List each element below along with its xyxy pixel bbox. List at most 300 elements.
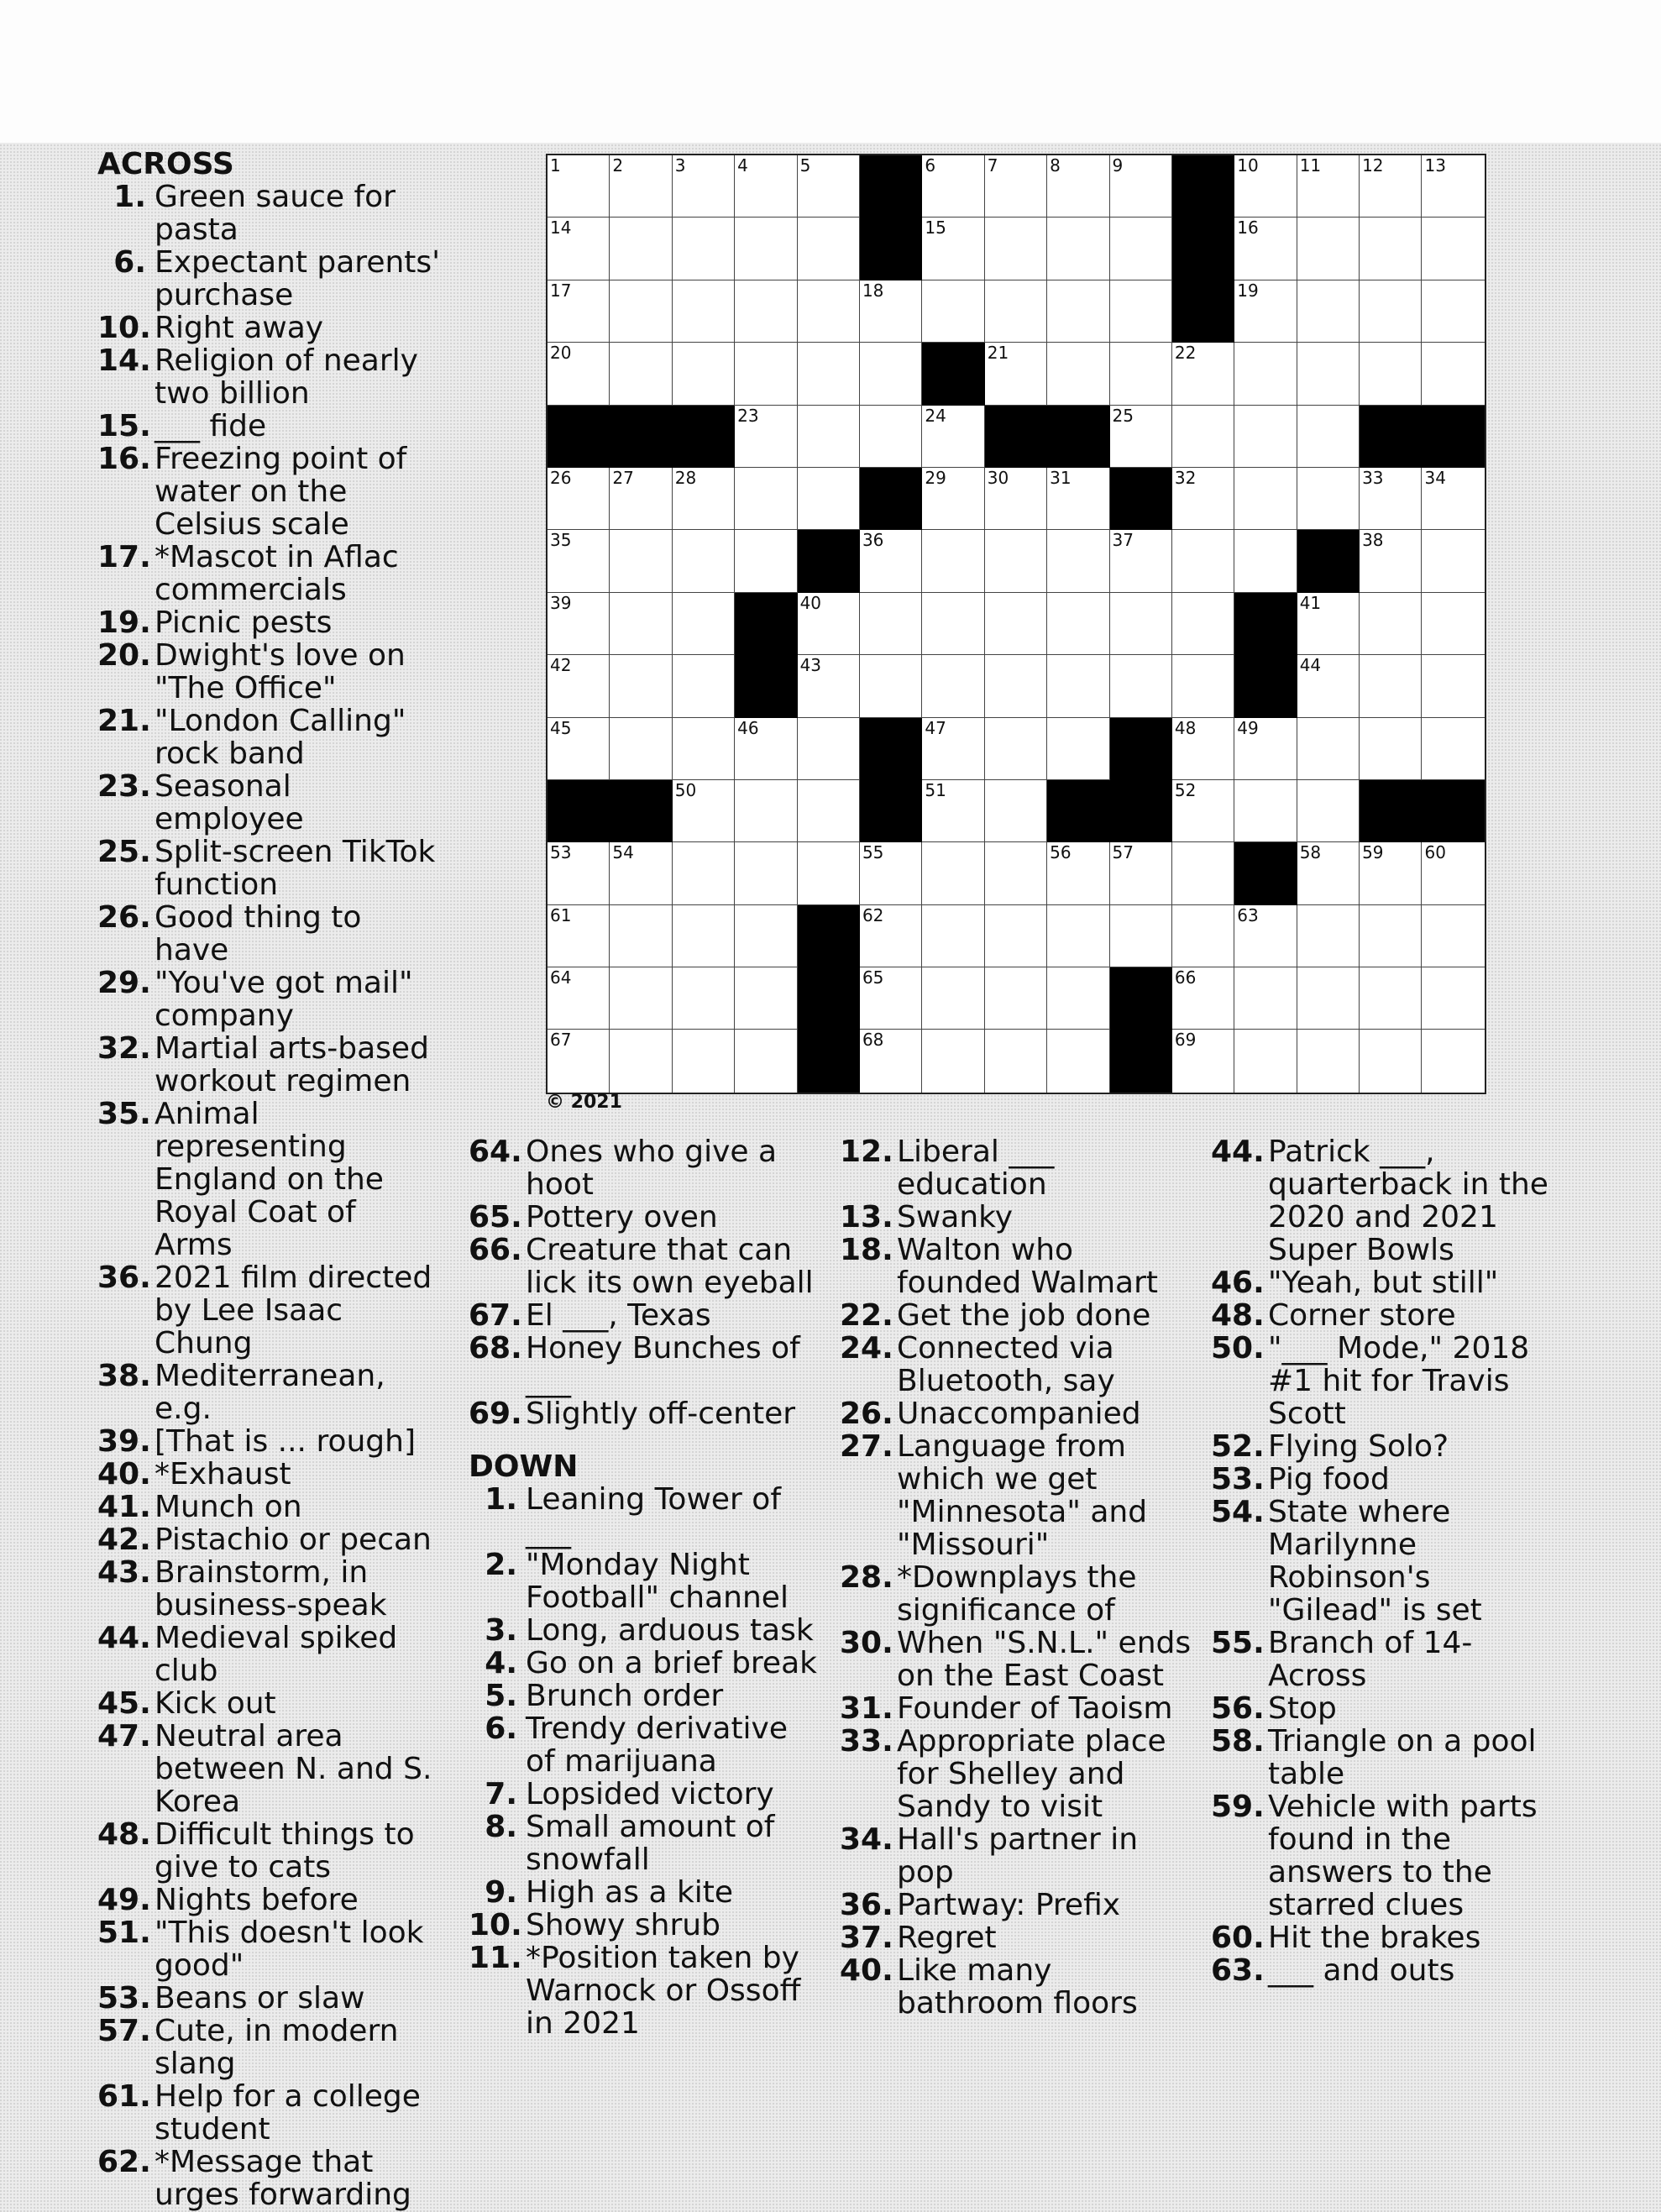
grid-cell[interactable] bbox=[735, 218, 797, 280]
cell-number: 66 bbox=[1174, 967, 1197, 988]
cell-number: 33 bbox=[1362, 467, 1384, 488]
across-clue bbox=[97, 1818, 442, 1884]
clue-number: 50. bbox=[1211, 1331, 1265, 1365]
grid-cell[interactable] bbox=[735, 155, 797, 218]
clue-number: 32. bbox=[97, 1031, 151, 1066]
grid-cell[interactable] bbox=[1047, 343, 1109, 405]
clue-text: Founder of Taoism bbox=[897, 1691, 1173, 1726]
grid-cell[interactable] bbox=[610, 530, 672, 592]
clue-number: 13. bbox=[840, 1200, 893, 1234]
grid-cell[interactable] bbox=[548, 1030, 610, 1092]
clue-text: Ones who give a hoot bbox=[526, 1135, 778, 1202]
grid-cell[interactable] bbox=[1110, 343, 1172, 405]
grid-cell[interactable] bbox=[1360, 218, 1422, 280]
grid-cell[interactable] bbox=[1110, 655, 1172, 717]
grid-cell[interactable] bbox=[1360, 655, 1422, 717]
grid-cell[interactable] bbox=[985, 155, 1047, 218]
grid-cell[interactable] bbox=[1234, 530, 1297, 592]
grid-cell[interactable] bbox=[1360, 1030, 1422, 1092]
cell-number: 38 bbox=[1362, 530, 1384, 551]
grid-cell[interactable] bbox=[1234, 155, 1297, 218]
grid-cell[interactable] bbox=[798, 468, 860, 530]
grid-cell[interactable] bbox=[985, 780, 1047, 842]
clue-text: Partway: Prefix bbox=[897, 1888, 1121, 1922]
grid-cell[interactable] bbox=[1110, 155, 1172, 218]
grid-cell[interactable] bbox=[610, 280, 672, 343]
clue-number: 1. bbox=[113, 180, 146, 214]
clue-text: Leaning Tower of ___ bbox=[526, 1482, 781, 1549]
grid-cell[interactable] bbox=[1047, 530, 1109, 592]
grid-cell[interactable] bbox=[985, 842, 1047, 904]
grid-cell[interactable] bbox=[1360, 718, 1422, 780]
grid-cell[interactable] bbox=[1297, 905, 1360, 967]
grid-cell[interactable] bbox=[610, 842, 672, 904]
black-square bbox=[1297, 530, 1360, 592]
clue-text: Appropriate place for Shelley and Sandy to visit bbox=[897, 1724, 1166, 1824]
grid-cell[interactable] bbox=[1422, 468, 1484, 530]
grid-cell[interactable] bbox=[860, 406, 922, 468]
grid-cell[interactable] bbox=[985, 343, 1047, 405]
grid-cell[interactable] bbox=[673, 468, 735, 530]
grid-cell[interactable] bbox=[985, 718, 1047, 780]
grid-cell[interactable] bbox=[1422, 905, 1484, 967]
grid-cell[interactable] bbox=[922, 468, 984, 530]
grid-cell[interactable] bbox=[985, 967, 1047, 1030]
black-square bbox=[798, 967, 860, 1030]
clue-number: 7. bbox=[485, 1777, 517, 1811]
grid-cell[interactable] bbox=[1297, 655, 1360, 717]
grid-cell[interactable] bbox=[673, 343, 735, 405]
grid-cell[interactable] bbox=[922, 593, 984, 655]
grid-cell[interactable] bbox=[922, 967, 984, 1030]
grid-cell[interactable] bbox=[1110, 905, 1172, 967]
clue-number: 38. bbox=[97, 1359, 151, 1393]
clue-text: Walton who founded Walmart bbox=[897, 1233, 1159, 1300]
grid-cell[interactable] bbox=[860, 842, 922, 904]
grid-cell[interactable] bbox=[985, 280, 1047, 343]
down-clue bbox=[1211, 1135, 1564, 1266]
grid-cell[interactable] bbox=[1047, 967, 1109, 1030]
cell-number: 55 bbox=[862, 842, 884, 863]
grid-cell[interactable] bbox=[922, 1030, 984, 1092]
grid-cell[interactable] bbox=[735, 842, 797, 904]
cell-number: 1 bbox=[550, 155, 561, 176]
clue-text: Munch on bbox=[155, 1490, 302, 1524]
clue-number: 14. bbox=[97, 343, 151, 378]
grid-cell[interactable] bbox=[735, 343, 797, 405]
grid-cell[interactable] bbox=[1110, 406, 1172, 468]
grid-cell[interactable] bbox=[1422, 718, 1484, 780]
clue-number: 6. bbox=[485, 1711, 517, 1746]
down-clue bbox=[469, 1647, 821, 1680]
grid-cell[interactable] bbox=[1047, 1030, 1109, 1092]
clue-number: 54. bbox=[1211, 1495, 1265, 1529]
black-square bbox=[1047, 406, 1109, 468]
grid-cell[interactable] bbox=[1047, 593, 1109, 655]
grid-cell[interactable] bbox=[985, 905, 1047, 967]
cell-number: 7 bbox=[987, 155, 998, 176]
grid-cell[interactable] bbox=[1047, 718, 1109, 780]
grid-cell[interactable] bbox=[548, 593, 610, 655]
grid-cell[interactable] bbox=[985, 530, 1047, 592]
grid-cell[interactable] bbox=[1422, 593, 1484, 655]
grid-cell[interactable] bbox=[985, 218, 1047, 280]
grid-cell[interactable] bbox=[735, 280, 797, 343]
grid-cell[interactable] bbox=[1422, 280, 1484, 343]
grid-cell[interactable] bbox=[548, 967, 610, 1030]
grid-cell[interactable] bbox=[1360, 343, 1422, 405]
grid-cell[interactable] bbox=[922, 155, 984, 218]
across-clue bbox=[97, 2146, 442, 2211]
cell-number: 26 bbox=[550, 467, 572, 488]
grid-cell[interactable] bbox=[548, 842, 610, 904]
grid-cell[interactable] bbox=[1234, 905, 1297, 967]
grid-cell[interactable] bbox=[735, 530, 797, 592]
grid-cell[interactable] bbox=[922, 280, 984, 343]
grid-cell[interactable] bbox=[548, 905, 610, 967]
clue-number: 10. bbox=[469, 1908, 522, 1942]
down-clue bbox=[1211, 1692, 1564, 1725]
grid-cell[interactable] bbox=[548, 530, 610, 592]
grid-cell[interactable] bbox=[735, 967, 797, 1030]
grid-cell[interactable] bbox=[1422, 530, 1484, 592]
across-clue bbox=[97, 1491, 442, 1523]
grid-cell[interactable] bbox=[1297, 718, 1360, 780]
black-square bbox=[1234, 593, 1297, 655]
grid-cell[interactable] bbox=[1234, 780, 1297, 842]
grid-cell[interactable] bbox=[673, 718, 735, 780]
grid-cell[interactable] bbox=[1047, 218, 1109, 280]
grid-cell[interactable] bbox=[860, 593, 922, 655]
grid-cell[interactable] bbox=[1422, 655, 1484, 717]
grid-cell[interactable] bbox=[548, 655, 610, 717]
down-heading: DOWN bbox=[469, 1449, 579, 1484]
clue-text: Corner store bbox=[1268, 1298, 1456, 1333]
grid-cell[interactable] bbox=[1297, 343, 1360, 405]
grid-cell[interactable] bbox=[610, 593, 672, 655]
cell-number: 3 bbox=[674, 155, 686, 176]
grid-cell[interactable] bbox=[1234, 468, 1297, 530]
grid-cell[interactable] bbox=[1172, 468, 1234, 530]
clue-text: Honey Bunches of ___ bbox=[526, 1331, 800, 1398]
grid-cell[interactable] bbox=[798, 280, 860, 343]
grid-cell[interactable] bbox=[548, 468, 610, 530]
black-square bbox=[1360, 406, 1422, 468]
grid-cell[interactable] bbox=[548, 155, 610, 218]
grid-cell[interactable] bbox=[673, 842, 735, 904]
down-clue bbox=[469, 1811, 821, 1876]
grid-cell[interactable] bbox=[1110, 218, 1172, 280]
clue-number: 36. bbox=[97, 1261, 151, 1295]
grid-cell[interactable] bbox=[610, 468, 672, 530]
black-square bbox=[1172, 155, 1234, 218]
grid-cell[interactable] bbox=[1172, 406, 1234, 468]
grid-cell[interactable] bbox=[673, 905, 735, 967]
grid-cell[interactable] bbox=[1360, 842, 1422, 904]
clue-text: *Downplays the significance of bbox=[897, 1560, 1137, 1628]
clue-number: 28. bbox=[840, 1560, 893, 1595]
grid-cell[interactable] bbox=[1234, 718, 1297, 780]
grid-cell[interactable] bbox=[860, 280, 922, 343]
grid-cell[interactable] bbox=[610, 155, 672, 218]
grid-cell[interactable] bbox=[1422, 967, 1484, 1030]
grid-cell[interactable] bbox=[735, 406, 797, 468]
grid-cell[interactable] bbox=[610, 967, 672, 1030]
grid-cell[interactable] bbox=[1234, 406, 1297, 468]
cell-number: 16 bbox=[1237, 218, 1259, 238]
grid-cell[interactable] bbox=[798, 218, 860, 280]
clue-text: Showy shrub bbox=[526, 1908, 720, 1942]
down-clue bbox=[840, 1823, 1201, 1889]
down-clue bbox=[840, 1234, 1201, 1299]
grid-cell[interactable] bbox=[985, 655, 1047, 717]
across-clue bbox=[97, 639, 442, 705]
grid-cell[interactable] bbox=[548, 343, 610, 405]
grid-cell[interactable] bbox=[1172, 967, 1234, 1030]
across-clue bbox=[97, 2015, 442, 2080]
grid-cell[interactable] bbox=[1172, 530, 1234, 592]
grid-cell[interactable] bbox=[1172, 780, 1234, 842]
grid-cell[interactable] bbox=[922, 655, 984, 717]
grid-cell[interactable] bbox=[860, 655, 922, 717]
grid-cell[interactable] bbox=[548, 218, 610, 280]
cell-number: 39 bbox=[550, 592, 572, 613]
down-clue bbox=[840, 1921, 1201, 1954]
clue-number: 30. bbox=[840, 1626, 893, 1660]
grid-cell[interactable] bbox=[1172, 655, 1234, 717]
grid-cell[interactable] bbox=[1172, 905, 1234, 967]
grid-cell[interactable] bbox=[1297, 1030, 1360, 1092]
cell-number: 5 bbox=[799, 155, 811, 176]
grid-cell[interactable] bbox=[1234, 343, 1297, 405]
grid-cell[interactable] bbox=[798, 406, 860, 468]
clue-number: 57. bbox=[97, 2014, 151, 2048]
down-clue bbox=[840, 1201, 1201, 1234]
grid-cell[interactable] bbox=[610, 718, 672, 780]
grid-cell[interactable] bbox=[1360, 967, 1422, 1030]
grid-cell[interactable] bbox=[1360, 280, 1422, 343]
cell-number: 22 bbox=[1174, 343, 1197, 364]
grid-cell[interactable] bbox=[1360, 155, 1422, 218]
grid-cell[interactable] bbox=[1234, 280, 1297, 343]
across-clue bbox=[97, 967, 442, 1032]
grid-cell[interactable] bbox=[1360, 530, 1422, 592]
grid-cell[interactable] bbox=[548, 718, 610, 780]
grid-cell[interactable] bbox=[610, 1030, 672, 1092]
cell-number: 69 bbox=[1174, 1030, 1197, 1051]
grid-cell[interactable] bbox=[1422, 1030, 1484, 1092]
clue-column-2 bbox=[469, 1135, 821, 2040]
across-clue bbox=[97, 2080, 442, 2146]
grid-cell[interactable] bbox=[1297, 468, 1360, 530]
across-clue bbox=[97, 606, 442, 639]
grid-cell[interactable] bbox=[1297, 218, 1360, 280]
clue-text: Animal representing England on the Royal Coat of Arms bbox=[155, 1097, 384, 1262]
black-square bbox=[1172, 280, 1234, 343]
grid-cell[interactable] bbox=[1297, 593, 1360, 655]
across-heading: ACROSS bbox=[97, 147, 234, 181]
grid-cell[interactable] bbox=[1422, 218, 1484, 280]
clue-text: When "S.N.L." ends on the East Coast bbox=[897, 1626, 1192, 1693]
across-clue bbox=[97, 836, 442, 901]
grid-cell[interactable] bbox=[673, 280, 735, 343]
black-square bbox=[1234, 842, 1297, 904]
grid-cell[interactable] bbox=[985, 1030, 1047, 1092]
grid-cell[interactable] bbox=[922, 842, 984, 904]
grid-cell[interactable] bbox=[1172, 718, 1234, 780]
cell-number: 67 bbox=[550, 1030, 572, 1051]
black-square bbox=[1422, 406, 1484, 468]
grid-cell[interactable] bbox=[1234, 1030, 1297, 1092]
across-clue bbox=[469, 1234, 821, 1299]
clue-text: *Mascot in Aflac commercials bbox=[155, 540, 399, 607]
grid-cell[interactable] bbox=[735, 468, 797, 530]
cell-number: 37 bbox=[1112, 530, 1134, 551]
grid-cell[interactable] bbox=[922, 218, 984, 280]
grid-cell[interactable] bbox=[1110, 530, 1172, 592]
grid-cell[interactable] bbox=[1297, 406, 1360, 468]
grid-cell[interactable] bbox=[1047, 842, 1109, 904]
grid-cell[interactable] bbox=[673, 967, 735, 1030]
grid-cell[interactable] bbox=[1360, 593, 1422, 655]
clue-text: Like many bathroom floors bbox=[897, 1953, 1138, 2021]
grid-cell[interactable] bbox=[673, 530, 735, 592]
grid-cell[interactable] bbox=[798, 593, 860, 655]
grid-cell[interactable] bbox=[1234, 967, 1297, 1030]
clue-number: 4. bbox=[485, 1646, 517, 1680]
clue-number: 27. bbox=[840, 1429, 893, 1464]
grid-cell[interactable] bbox=[922, 718, 984, 780]
black-square bbox=[922, 343, 984, 405]
grid-cell[interactable] bbox=[860, 967, 922, 1030]
clue-text: Right away bbox=[155, 311, 324, 345]
black-square bbox=[860, 780, 922, 842]
clue-number: 56. bbox=[1211, 1691, 1265, 1726]
grid-cell[interactable] bbox=[1172, 1030, 1234, 1092]
grid-cell[interactable] bbox=[735, 718, 797, 780]
cell-number: 47 bbox=[925, 717, 946, 738]
grid-cell[interactable] bbox=[1360, 468, 1422, 530]
down-clue bbox=[469, 1876, 821, 1909]
cell-number: 46 bbox=[737, 717, 759, 738]
grid-cell[interactable] bbox=[1360, 905, 1422, 967]
grid-cell[interactable] bbox=[1047, 468, 1109, 530]
grid-cell[interactable] bbox=[1422, 343, 1484, 405]
grid-cell[interactable] bbox=[673, 655, 735, 717]
down-clue bbox=[1211, 1921, 1564, 1954]
grid-cell[interactable] bbox=[673, 593, 735, 655]
black-square bbox=[798, 1030, 860, 1092]
down-clue bbox=[1211, 1430, 1564, 1463]
grid-cell[interactable] bbox=[735, 780, 797, 842]
black-square bbox=[1172, 218, 1234, 280]
grid-cell[interactable] bbox=[1422, 842, 1484, 904]
grid-cell[interactable] bbox=[1047, 905, 1109, 967]
grid-cell[interactable] bbox=[735, 905, 797, 967]
grid-cell[interactable] bbox=[1110, 842, 1172, 904]
grid-cell[interactable] bbox=[1297, 967, 1360, 1030]
clue-number: 34. bbox=[840, 1822, 893, 1857]
clue-text: Pig food bbox=[1268, 1462, 1390, 1497]
cell-number: 11 bbox=[1299, 155, 1322, 176]
grid-cell[interactable] bbox=[548, 280, 610, 343]
clue-number: 65. bbox=[469, 1200, 522, 1234]
grid-cell[interactable] bbox=[860, 530, 922, 592]
grid-cell[interactable] bbox=[1234, 218, 1297, 280]
across-clue bbox=[97, 1261, 442, 1360]
grid-cell[interactable] bbox=[1297, 155, 1360, 218]
grid-cell[interactable] bbox=[860, 905, 922, 967]
cell-number: 57 bbox=[1112, 842, 1134, 863]
grid-cell[interactable] bbox=[1297, 280, 1360, 343]
grid-cell[interactable] bbox=[798, 780, 860, 842]
grid-cell[interactable] bbox=[1172, 842, 1234, 904]
grid-cell[interactable] bbox=[1047, 655, 1109, 717]
grid-cell[interactable] bbox=[673, 780, 735, 842]
grid-cell[interactable] bbox=[1047, 280, 1109, 343]
grid-cell[interactable] bbox=[673, 155, 735, 218]
grid-cell[interactable] bbox=[985, 593, 1047, 655]
black-square bbox=[860, 718, 922, 780]
grid-cell[interactable] bbox=[1110, 593, 1172, 655]
down-clue bbox=[469, 1614, 821, 1647]
grid-cell[interactable] bbox=[860, 343, 922, 405]
clue-text: Kick out bbox=[155, 1686, 276, 1721]
grid-cell[interactable] bbox=[798, 842, 860, 904]
grid-cell[interactable] bbox=[1422, 155, 1484, 218]
clue-text: Patrick ___, quarterback in the 2020 and 2021 Super Bowls bbox=[1268, 1135, 1548, 1267]
grid-cell[interactable] bbox=[610, 343, 672, 405]
grid-cell[interactable] bbox=[798, 718, 860, 780]
grid-cell[interactable] bbox=[798, 655, 860, 717]
clue-text: Martial arts-based workout regimen bbox=[155, 1031, 429, 1098]
clue-number: 16. bbox=[97, 442, 151, 476]
grid-cell[interactable] bbox=[1047, 155, 1109, 218]
grid-cell[interactable] bbox=[673, 218, 735, 280]
grid-cell[interactable] bbox=[922, 406, 984, 468]
clue-number: 35. bbox=[97, 1097, 151, 1131]
grid-cell[interactable] bbox=[1297, 780, 1360, 842]
down-clue bbox=[840, 1627, 1201, 1692]
black-square bbox=[735, 593, 797, 655]
down-clue bbox=[1211, 1627, 1564, 1692]
black-square bbox=[610, 406, 672, 468]
grid-cell[interactable] bbox=[985, 468, 1047, 530]
grid-cell[interactable] bbox=[1297, 842, 1360, 904]
clue-number: 8. bbox=[485, 1810, 517, 1844]
clue-number: 31. bbox=[840, 1691, 893, 1726]
grid-cell[interactable] bbox=[735, 1030, 797, 1092]
grid-cell[interactable] bbox=[922, 905, 984, 967]
grid-cell[interactable] bbox=[922, 530, 984, 592]
grid-cell[interactable] bbox=[1172, 343, 1234, 405]
grid-cell[interactable] bbox=[798, 155, 860, 218]
grid-cell[interactable] bbox=[1172, 593, 1234, 655]
cell-number: 6 bbox=[925, 155, 936, 176]
down-clue bbox=[840, 1561, 1201, 1627]
grid-cell[interactable] bbox=[610, 218, 672, 280]
grid-cell[interactable] bbox=[798, 343, 860, 405]
grid-cell[interactable] bbox=[922, 780, 984, 842]
clue-number: 25. bbox=[97, 835, 151, 869]
clue-number: 46. bbox=[1211, 1266, 1265, 1300]
grid-cell[interactable] bbox=[1110, 280, 1172, 343]
grid-cell[interactable] bbox=[673, 1030, 735, 1092]
grid-cell[interactable] bbox=[610, 905, 672, 967]
grid-cell[interactable] bbox=[860, 1030, 922, 1092]
grid-cell[interactable] bbox=[610, 655, 672, 717]
cell-number: 48 bbox=[1174, 717, 1197, 738]
